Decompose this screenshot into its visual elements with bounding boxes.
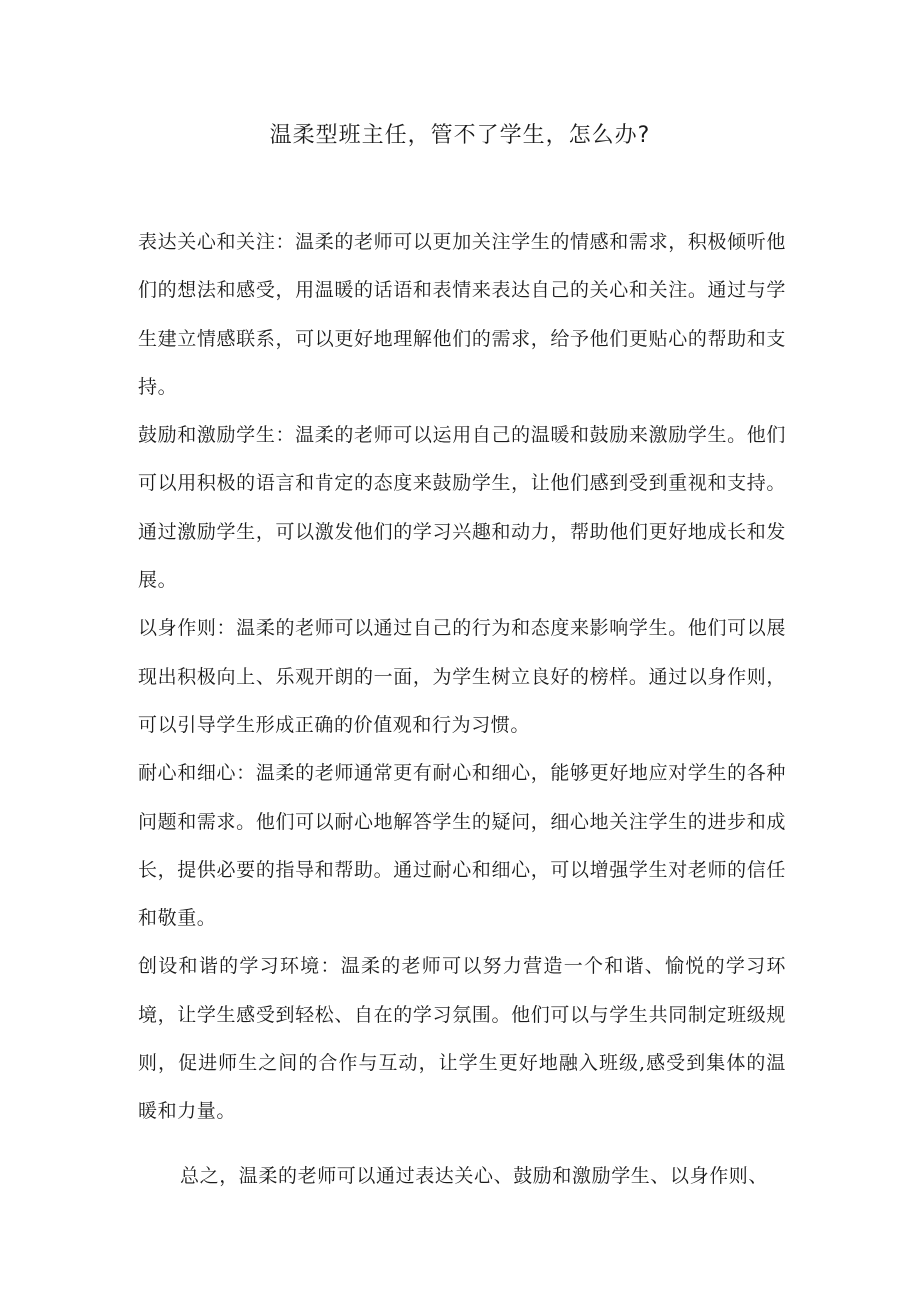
paragraph-care-and-attention: 表达关心和关注：温柔的老师可以更加关注学生的情感和需求，积极倾听他们的想法和感受，用温暖的话语和表情来表达自己的关心和关注。通过与学生建立情感联系，可以更好地理解他们的需求，给予他们更贴心的帮助和支持。 xyxy=(138,231,786,398)
paragraph-harmonious-environment: 创设和谐的学习环境：温柔的老师可以努力营造一个和谐、愉悦的学习环境，让学生感受到轻松、自在的学习氛围。他们可以与学生共同制定班级规则，促进师生之间的合作与互动，让学生更好地融入班级,感受到集体的温暖和力量。 xyxy=(138,955,786,1123)
paragraph-encourage-students: 鼓励和激励学生：温柔的老师可以运用自己的温暖和鼓励来激励学生。他们可以用积极的语言和肯定的态度来鼓励学生，让他们感到受到重视和支持。通过激励学生，可以激发他们的学习兴趣和动力，帮助他们更好地成长和发展。 xyxy=(138,424,786,592)
paragraph-summary: 总之，温柔的老师可以通过表达关心、鼓励和激励学生、以身作则、 xyxy=(180,1164,769,1187)
document-body xyxy=(138,218,786,1200)
paragraph-patience-and-care: 耐心和细心：温柔的老师通常更有耐心和细心，能够更好地应对学生的各种问题和需求。他们可以耐心地解答学生的疑问，细心地关注学生的进步和成长，提供必要的指导和帮助。通过耐心和细心，可以增强学生对老师的信任和敬重。 xyxy=(138,762,786,930)
document-title: 温柔型班主任，管不了学生，怎么办? xyxy=(269,123,651,148)
paragraph-lead-by-example: 以身作则：温柔的老师可以通过自己的行为和态度来影响学生。他们可以展现出积极向上、乐观开朗的一面，为学生树立良好的榜样。通过以身作则，可以引导学生形成正确的价值观和行为习惯。 xyxy=(138,617,786,736)
